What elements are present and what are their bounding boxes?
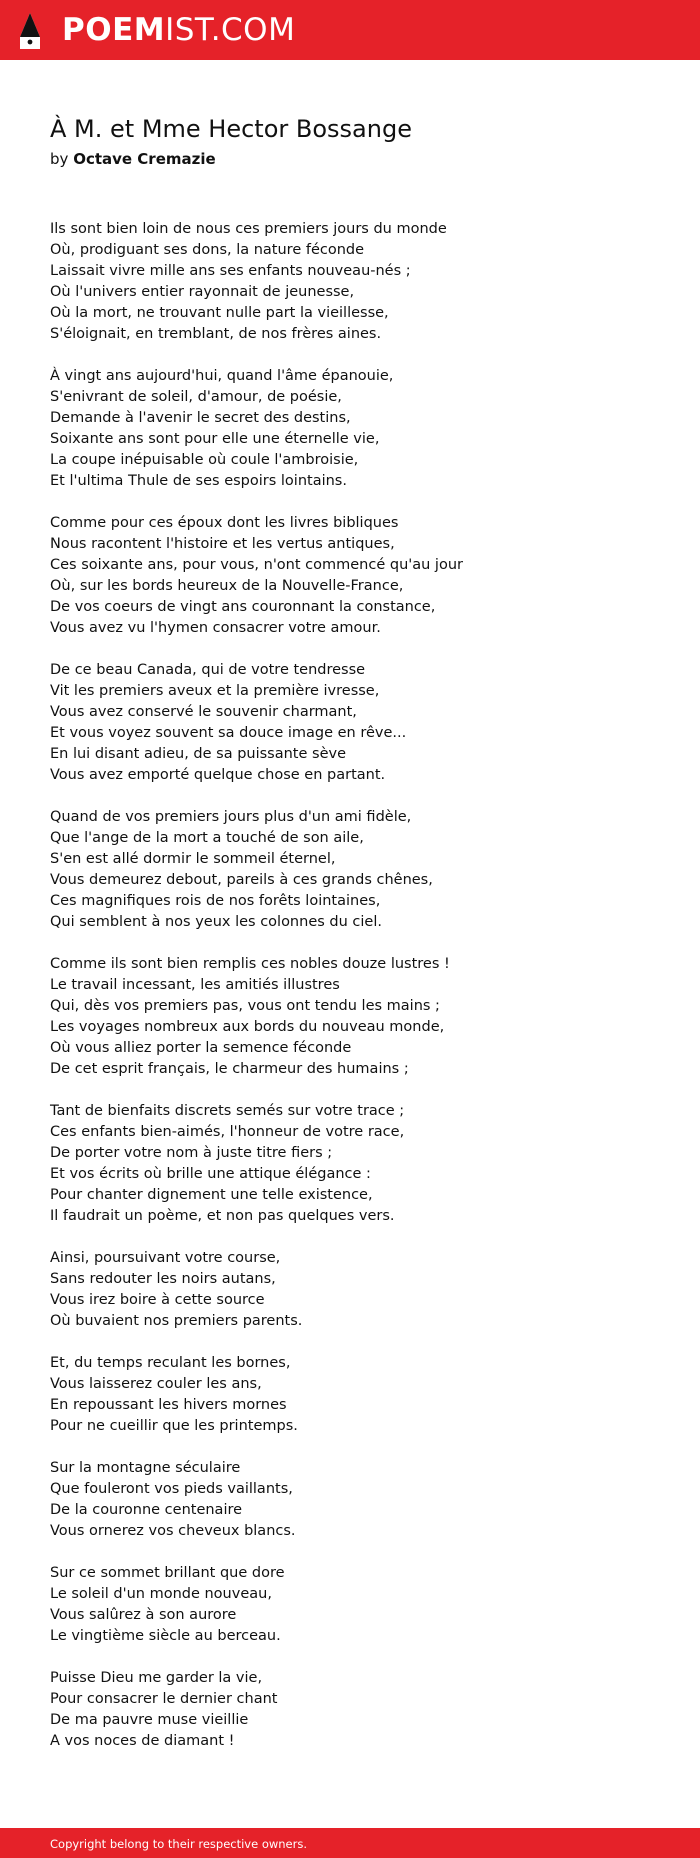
poem-line: Vous salûrez à son aurore [50, 1607, 237, 1623]
poem-line: Laissait vivre mille ans ses enfants nouveau-nés ; [50, 263, 411, 279]
poem-line: Où buvaient nos premiers parents. [50, 1313, 303, 1329]
poem-line: Qui semblent à nos yeux les colonnes du ciel. [50, 914, 382, 930]
poem-body [50, 219, 670, 1773]
poem-line: À vingt ans aujourd'hui, quand l'âme épanouie, [50, 368, 394, 384]
stanza [50, 1248, 670, 1332]
poem-line: Et, du temps reculant les bornes, [50, 1355, 291, 1371]
author-name: Octave Cremazie [73, 150, 216, 168]
poem-line: Sans redouter les noirs autans, [50, 1271, 276, 1287]
poem-line: Ces enfants bien-aimés, l'honneur de votre race, [50, 1124, 405, 1140]
poem-line: S'en est allé dormir le sommeil éternel, [50, 851, 336, 867]
poem-line: En repoussant les hivers mornes [50, 1397, 287, 1413]
poem-line: Ces soixante ans, pour vous, n'ont commencé qu'au jour [50, 557, 463, 573]
poem-line: Comme ils sont bien remplis ces nobles douze lustres ! [50, 956, 450, 972]
stanza [50, 219, 670, 345]
stanza [50, 513, 670, 639]
site-logo[interactable] [62, 10, 295, 50]
logo-text-bold: POEM [62, 12, 166, 48]
poem-line: Ainsi, poursuivant votre course, [50, 1250, 281, 1266]
poem-line: Quand de vos premiers jours plus d'un ami fidèle, [50, 809, 412, 825]
poem-line: De vos coeurs de vingt ans couronnant la constance, [50, 599, 436, 615]
stanza [50, 366, 670, 492]
stanza [50, 1101, 670, 1227]
poem-line: Vous laisserez couler les ans, [50, 1376, 262, 1392]
byline [50, 148, 216, 170]
poem-line: Vous demeurez debout, pareils à ces grands chênes, [50, 872, 433, 888]
poem-line: Comme pour ces époux dont les livres bibliques [50, 515, 399, 531]
poem-line: Que fouleront vos pieds vaillants, [50, 1481, 293, 1497]
poem-line: Où la mort, ne trouvant nulle part la vieillesse, [50, 305, 389, 321]
poem-line: Le soleil d'un monde nouveau, [50, 1586, 272, 1602]
poem-title: À M. et Mme Hector Bossange [50, 115, 412, 143]
by-label: by [50, 150, 69, 168]
copyright-text: Copyright belong to their respective owners. [50, 1837, 308, 1851]
poem-line: Pour chanter dignement une telle existence, [50, 1187, 373, 1203]
poem-line: S'éloignait, en tremblant, de nos frères aines. [50, 326, 382, 342]
poem-line: Vous avez emporté quelque chose en partant. [50, 767, 386, 783]
logo-text-light: IST.COM [165, 12, 296, 48]
poem-line: Demande à l'avenir le secret des destins, [50, 410, 351, 426]
stanza [50, 807, 670, 933]
stanza [50, 1458, 670, 1542]
poem-line: Ils sont bien loin de nous ces premiers jours du monde [50, 221, 447, 237]
poem-line: Le vingtième siècle au berceau. [50, 1628, 281, 1644]
pen-nib-icon[interactable] [18, 11, 42, 51]
poem-line: Le travail incessant, les amitiés illustres [50, 977, 340, 993]
poem-line: A vos noces de diamant ! [50, 1733, 235, 1749]
poem-line: De ce beau Canada, qui de votre tendresse [50, 662, 366, 678]
poem-line: De porter votre nom à juste titre fiers ; [50, 1145, 333, 1161]
poem-line: De ma pauvre muse vieillie [50, 1712, 249, 1728]
poem-line: Qui, dès vos premiers pas, vous ont tendu les mains ; [50, 998, 440, 1014]
poem-line: Soixante ans sont pour elle une éternelle vie, [50, 431, 380, 447]
poem-line: Vous avez conservé le souvenir charmant, [50, 704, 357, 720]
poem-line: La coupe inépuisable où coule l'ambroisie, [50, 452, 359, 468]
poem-line: Que l'ange de la mort a touché de son aile, [50, 830, 364, 846]
poem-line: Puisse Dieu me garder la vie, [50, 1670, 263, 1686]
stanza [50, 660, 670, 786]
poem-line: Sur ce sommet brillant que dore [50, 1565, 285, 1581]
poem-line: Où, prodiguant ses dons, la nature féconde [50, 242, 365, 258]
poem-line: Sur la montagne séculaire [50, 1460, 241, 1476]
poem-line: De la couronne centenaire [50, 1502, 243, 1518]
poem-line: Où l'univers entier rayonnait de jeunesse, [50, 284, 355, 300]
poem-line: En lui disant adieu, de sa puissante sève [50, 746, 347, 762]
poem-line: Ces magnifiques rois de nos forêts lointaines, [50, 893, 381, 909]
poem-line: Les voyages nombreux aux bords du nouveau monde, [50, 1019, 445, 1035]
poem-line: Nous racontent l'histoire et les vertus antiques, [50, 536, 395, 552]
site-footer [0, 1828, 700, 1858]
poem-line: Vous avez vu l'hymen consacrer votre amour. [50, 620, 381, 636]
stanza [50, 954, 670, 1080]
poem-line: Et vous voyez souvent sa douce image en rêve... [50, 725, 407, 741]
poem-line: Vit les premiers aveux et la première ivresse, [50, 683, 380, 699]
poem-line: Pour ne cueillir que les printemps. [50, 1418, 298, 1434]
poem-line: Il faudrait un poème, et non pas quelques vers. [50, 1208, 395, 1224]
poem-line: Tant de bienfaits discrets semés sur votre trace ; [50, 1103, 405, 1119]
poem-line: S'enivrant de soleil, d'amour, de poésie, [50, 389, 342, 405]
poem-line: Et l'ultima Thule de ses espoirs lointains. [50, 473, 347, 489]
stanza [50, 1668, 670, 1752]
stanza [50, 1563, 670, 1647]
poem-line: Vous irez boire à cette source [50, 1292, 265, 1308]
poem-line: Vous ornerez vos cheveux blancs. [50, 1523, 296, 1539]
poem-line: Où, sur les bords heureux de la Nouvelle-France, [50, 578, 404, 594]
poem-line: Et vos écrits où brille une attique élégance : [50, 1166, 371, 1182]
poem-line: De cet esprit français, le charmeur des humains ; [50, 1061, 409, 1077]
site-header [0, 0, 700, 60]
poem-line: Où vous alliez porter la semence féconde [50, 1040, 352, 1056]
poem-line: Pour consacrer le dernier chant [50, 1691, 278, 1707]
stanza [50, 1353, 670, 1437]
